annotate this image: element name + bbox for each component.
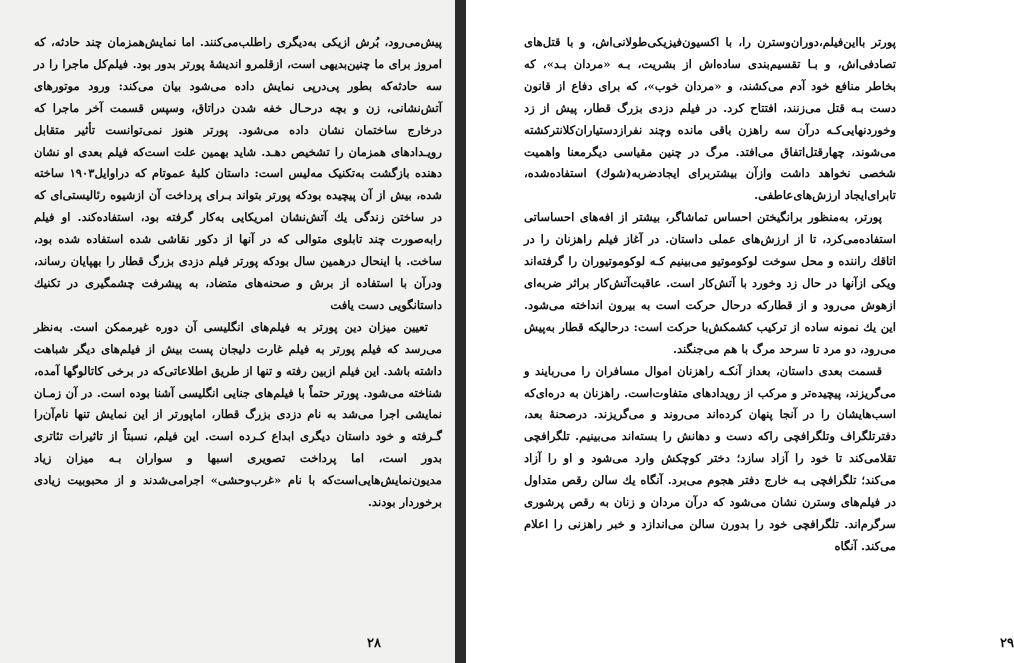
right-paragraph-1: پورتر بااین‌فیلم،دوران‌وسترن را، با اکسیون‌فیزیکی‌طولانی‌اش، و با قتل‌های تصادفی‌اش، و بـا تقسیم‌بندی ساده‌اش از بشریت، بـه «مردان بـد»، که بخاطر منافع خود آدم می‌کشند، و «مردان خوب»، که برای دفاع از قانون دست بـه قتل می‌زنند، افتتاح کرد. در فیلم دزدی بزرگ قطار، پیش از زد وخوردنهایی‌کـه درآن سه راهزن باقی مانده وچند نفرازدستیاران‌کلانتر‌کشته می‌شوند، چهارقتل‌اتفاق می‌افتد. مرگ در چنین مقیاسی دیگرمعنا واهمیت شخصی نخواهد داشت وازآن بیشتربرای ایجادضربه(شوك) استفاده‌شده، تابرای‌ایجاد ارزش‌های‌عاطفی. [524, 35, 896, 203]
left-page [0, 0, 455, 663]
left-paragraph-2: تعیین میزان دین پورتر به فیلم‌های انگلیسی آن دوره غیرممکن است. به‌نظر می‌رسد که فیلم پورتر به فیلم غارت دلیجان پست بیش از فیلم‌های دیگر شباهت داشته باشد. این فیلم ازبین رفته و تنها از طریق اطلاعاتی‌که در برخی کاتالوگها آمده، شناخته می‌شود. پورتر حتماً با فیلم‌های جنایی انگلیسی آشنا بوده است. در آن زمـان نمایشی اجرا می‌شد به نام دزدی بزرگ قطار، اماپورتر از این نمایش تنها نام‌آن‌را گـرفته و خود داستان دیگری ابداع کـرده است. این فیلم، نسبتاً از تاثیرات تئاتری بدور است، اما پرداخت تصویری اسبها و سواران بـه میزان زیاد مدیون‌نمایش‌هایی‌است‌که با نام «غرب‌وحشی» اجرامی‌شدند و از محبوبیت زیادی برخوردار بودند. [34, 319, 442, 510]
left-page-text [34, 32, 442, 514]
right-page-number: ۲۹ [1000, 636, 1014, 651]
book-spine [455, 0, 466, 663]
left-page-number: ۲۸ [367, 636, 381, 651]
left-paragraph-1: پیش‌می‌رود، بُرش ازیکی به‌دیگری راطلب‌می‌کنند. اما نمایش‌همزمان چند حادثه، که امروز برای ما چنین‌بدیهی است، ازقلمرو اندیشهٔ پورتر بدور بود. فیلم‌کل ماجرا را در سه حادثه‌که بطور پی‌درپی نمایش داده می‌شود بیان می‌کند: ورود موتورهای آتش‌نشانی، زن و بچه درحـال خفه شدن دراتاق، وسپس قسمت آخر ماجرا که درخارج ساختمان نشان داده می‌شود. پورتر هنوز نمی‌توانست تأثیر متقابل رویـدادهای همزمان را تشخیص دهـد. شاید بهمین علت است‌که فیلم بعدی او نشان دهنده بازگشت به‌تکنیک مه‌لیس است: داستان کلبهٔ عموتام که دراوایل۱۹۰۳ ساخته شده، بیش از آن پیچیده بودکه پورتر بتواند بـرای پرداخت آن ازشیوه رئالیستی‌ای که در ساختن زندگی یك آتش‌نشان امریکایی به‌کار گرفته بود، استفاده‌کند. او فیلم رابه‌صورت چند تابلوی متوالی که در آنها از دکور نقاشی شده استفاده شده بود، ساخت. با اینحال درهمین سال بودکه پورتر فیلم دزدی بزرگ قطار را بهپایان رساند، ودرآن با استفاده از برش و صحنه‌های متضاد، به پیشرفت چشمگیری در تکنیك داستانگویی دست یافت [34, 35, 442, 312]
right-paragraph-2: پورتر، به‌منظور برانگیختن احساس تماشاگر، بیشتر از افه‌های احساساتی استفاده‌می‌کرد، تا از ارزش‌های عملی داستان. در آغاز فیلم راهزنان را در اتاقك راننده و محل سوخت لوکوموتیو می‌بینیم کـه لوکوموتیوران را گرفته‌اند ویکی ازآنها در حال زد وخورد با آتش‌کار است. عاقبت‌آتش‌کار براثر ضربه‌ای ازهوش می‌رود و از قطارکه درحال حرکت است به بیرون انداخته می‌شود. این یك نمونه ساده از ترکیب کشمکش‌با حرکت است: درحالیکه قطار به‌پیش می‌رود، دو مرد تا سرحد مرگ با هم می‌جنگند. [524, 210, 896, 356]
right-page-text [524, 32, 896, 558]
right-page [466, 0, 1014, 663]
right-paragraph-3: قسمت بعدی داستان، بعداز آنکـه راهزنان اموال مسافران را می‌ربایند و می‌گریزند، پیچیده‌تر و مرکب از رویدادهای متفاوت‌است. راهزنان به دره‌ای‌که اسب‌هایشان را در آنجا پنهان کرده‌اند می‌روند و می‌گریزند. درصحنهٔ بعد، دفترتلگراف وتلگرافچی راکه دست و دهانش را بسته‌اند می‌بینیم. تلگرافچی تقلامی‌کند تا خود را آزاد سازد؛ دختر کوچکش وارد می‌شود و او را آزاد می‌کند؛ تلگرافچی بـه خارج دفتر هجوم می‌برد. آنگاه یك سالن رقص متداول در فیلم‌های وسترن نشان می‌شود که درآن مردان و زنان به رقص پرشوری سرگرم‌اند. تلگرافچی خود را بدورن سالن می‌اندازد و خبر راهزنی را اعلام می‌کند. آنگاه [524, 363, 896, 553]
